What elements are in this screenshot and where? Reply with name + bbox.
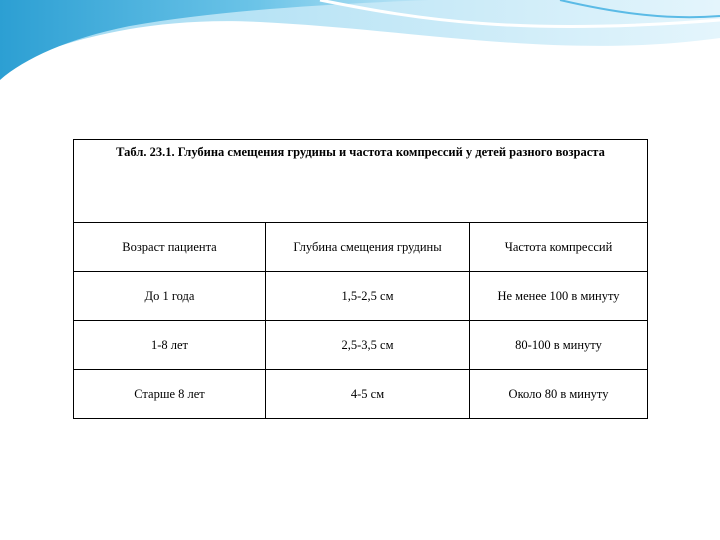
- header-compression-rate: Частота компрессий: [470, 223, 648, 272]
- compression-table-container: [73, 139, 647, 419]
- table-header-row: [74, 223, 648, 272]
- cell-rate: 80-100 в минуту: [470, 321, 648, 370]
- cell-rate: Не менее 100 в минуту: [470, 272, 648, 321]
- table-row: [74, 370, 648, 419]
- cell-depth: 1,5-2,5 см: [266, 272, 470, 321]
- compression-table: [73, 139, 648, 419]
- cell-age: Старше 8 лет: [74, 370, 266, 419]
- table-caption-row: [74, 140, 648, 223]
- header-sternum-depth: Глубина смещения грудины: [266, 223, 470, 272]
- slide-header-wave-decoration: [0, 0, 720, 110]
- cell-rate: Около 80 в минуту: [470, 370, 648, 419]
- cell-age: До 1 года: [74, 272, 266, 321]
- table-caption: Табл. 23.1. Глубина смещения грудины и частота компрессий у детей разного возраста: [74, 140, 648, 223]
- cell-depth: 2,5-3,5 см: [266, 321, 470, 370]
- header-patient-age: Возраст пациента: [74, 223, 266, 272]
- table-row: [74, 321, 648, 370]
- table-row: [74, 272, 648, 321]
- cell-depth: 4-5 см: [266, 370, 470, 419]
- cell-age: 1-8 лет: [74, 321, 266, 370]
